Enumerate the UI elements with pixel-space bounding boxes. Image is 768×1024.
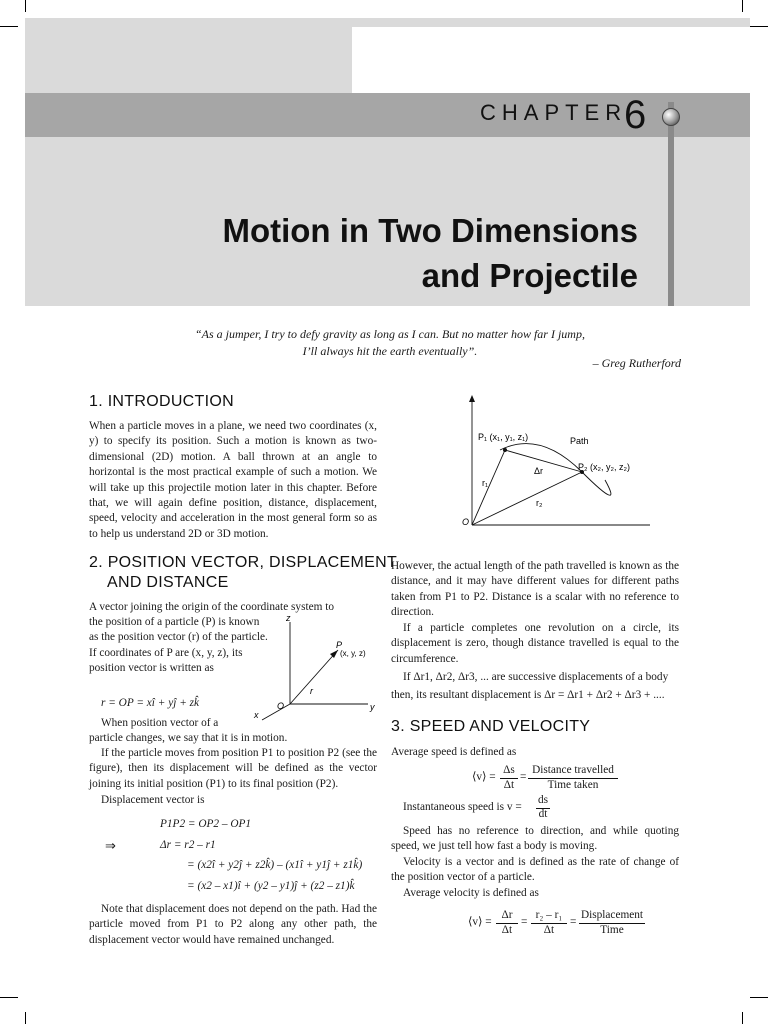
section2-p2b: particle changes, we say that it is in motion. <box>89 732 288 744</box>
epigraph-author: – Greg Rutherford <box>592 356 681 370</box>
path-label: Path <box>570 436 589 446</box>
epigraph <box>150 326 630 360</box>
delta-r-label: Δr <box>534 466 544 476</box>
chapter-title-line1: Motion in Two Dimensions <box>222 212 638 249</box>
implies-symbol: ⇒ <box>105 838 116 853</box>
chapter-number: 6 <box>624 93 647 137</box>
right-p1: However, the actual length of the path travelled is known as the distance, and it may have different values for different paths taken from P1 to P2. Distance is a scalar with no reference to direction. <box>391 560 679 619</box>
x-axis-label: x <box>254 710 259 720</box>
avg-vel-n3: Displacement <box>579 908 645 924</box>
crop-mark <box>750 26 768 27</box>
right-p4: Speed has no reference to direction, and while quoting speed, we just tell how fast a body is moving. <box>391 825 679 853</box>
section1-paragraph: When a particle moves in a plane, we need two coordinates (x, y) to specify its position. Such a motion is known as two-dimensional (2D) motion. A ball thrown at an angle to horizontal is the most practical example of such a motion. We will take up this projectile motion later in this chapter. Before that, we will again define position, distance, displacement, speed, velocity and acceleration in the most general form so as to help us understand 2D or 3D motion. <box>89 420 377 540</box>
right-p3a: If Δr1, Δr2, Δr3, ... are successive displacements of a body <box>403 671 669 683</box>
avg-vel-n2: r₂ – r₁ <box>531 908 567 924</box>
y-axis-label: y <box>370 702 375 712</box>
inst-speed-label: Instantaneous speed is v = <box>403 801 522 813</box>
section3-heading: 3. SPEED AND VELOCITY <box>391 718 591 735</box>
displacement-eq1: P1P2 = OP2 – OP1 <box>160 818 252 830</box>
crop-mark <box>742 1012 743 1024</box>
avg-speed-label: Average speed is defined as <box>391 746 517 758</box>
avg-vel-d1: Δt <box>501 924 513 936</box>
section2-p4: Displacement vector is <box>101 794 205 806</box>
avg-vel-eq1: = <box>521 916 528 928</box>
avg-speed-frac-den: Δt <box>503 779 515 791</box>
inst-speed-den: dt <box>538 808 548 820</box>
chapter-knob-icon <box>662 108 680 126</box>
p2-label: P₂ (x₂, y₂, z₂) <box>578 462 630 472</box>
section2-p3: If the particle moves from position P1 to position P2 (see the figure), then its displacement will be defined as the vector joining its initial position (P1) to its final position (P2). <box>89 747 377 790</box>
chapter-title-line2: and Projectile <box>421 257 638 294</box>
r2-label: r₂ <box>536 498 543 508</box>
avg-vel-n1: Δr <box>496 908 518 924</box>
avg-velocity-label: Average velocity is defined as <box>403 887 539 899</box>
avg-speed-lhs: ⟨v⟩ = <box>472 771 496 783</box>
crop-mark <box>25 0 26 12</box>
section2-p1-line: A vector joining the origin of the coordinate system to <box>89 601 335 613</box>
section1-heading: 1. INTRODUCTION <box>89 393 234 410</box>
section2-heading-line2: AND DISTANCE <box>107 574 229 591</box>
right-p2: If a particle completes one revolution on a circle, its displacement is zero, though distance travelled is equal to the circumference. <box>391 622 679 665</box>
avg-speed-frac-num: Δs <box>500 763 518 779</box>
crop-mark <box>0 26 18 27</box>
r1-label: r₁ <box>482 478 489 488</box>
avg-vel-lhs: ⟨v⟩ = <box>468 916 492 928</box>
r-vector-label: r <box>310 686 313 696</box>
avg-speed-num: Distance travelled <box>528 763 618 779</box>
section2-heading-line1: 2. POSITION VECTOR, DISPLACEMENT <box>89 554 398 571</box>
avg-vel-d3: Time <box>600 924 624 936</box>
crop-mark <box>742 0 743 12</box>
chapter-vertical-bar <box>668 102 674 306</box>
epigraph-line2: I’ll always hit the earth eventually”. <box>302 344 478 358</box>
origin-label: O <box>277 701 285 711</box>
inst-speed-num: ds <box>536 793 550 809</box>
avg-speed-equals: = <box>520 771 527 783</box>
avg-vel-d2: Δt <box>543 924 555 936</box>
avg-vel-eq2: = <box>570 916 577 928</box>
section2-p5: Note that displacement does not depend on the path. Had the particle moved from P1 to P2 along any other path, the displacement vector would have remained unchanged. <box>89 903 377 946</box>
crop-mark <box>0 997 18 998</box>
point-p-label: P <box>336 640 343 650</box>
displacement-eq2: Δr = r2 – r1 <box>160 839 216 851</box>
origin-label: O <box>462 517 470 527</box>
displacement-figure <box>460 392 660 532</box>
chapter-label: CHAPTER <box>480 100 628 125</box>
avg-speed-den: Time taken <box>547 779 599 791</box>
crop-mark <box>750 997 768 998</box>
crop-mark <box>25 1012 26 1024</box>
position-vector-figure <box>250 612 380 724</box>
z-axis-label: z <box>286 613 291 623</box>
right-p3b: then, its resultant displacement is Δr = Δr1 + Δr2 + Δr3 + .... <box>391 689 665 701</box>
position-vector-equation: r = OP = xî + yĵ + zk̂ <box>101 697 200 709</box>
section2-p2a: When position vector of a <box>101 717 219 729</box>
displacement-eq4: = (x2 – x1)î + (y2 – y1)ĵ + (z2 – z1)k̂ <box>187 880 355 892</box>
p1-label: P₁ (x₁, y₁, z₁) <box>478 432 529 442</box>
point-p-coords: (x, y, z) <box>340 649 366 658</box>
section2-p1-rest: the position of a particle (P) is known as the position vector (r) of the particle. If coordinates of P are (x, y, z), its position vector is written as <box>89 616 268 675</box>
epigraph-line1: “As a jumper, I try to defy gravity as long as I can. But no matter how far I jump, <box>195 327 585 341</box>
displacement-eq3: = (x2î + y2ĵ + z2k̂) – (x1î + y1ĵ + z1k̂) <box>187 859 363 871</box>
right-p5: Velocity is a vector and is defined as the rate of change of the position vector of a particle. <box>391 856 679 884</box>
